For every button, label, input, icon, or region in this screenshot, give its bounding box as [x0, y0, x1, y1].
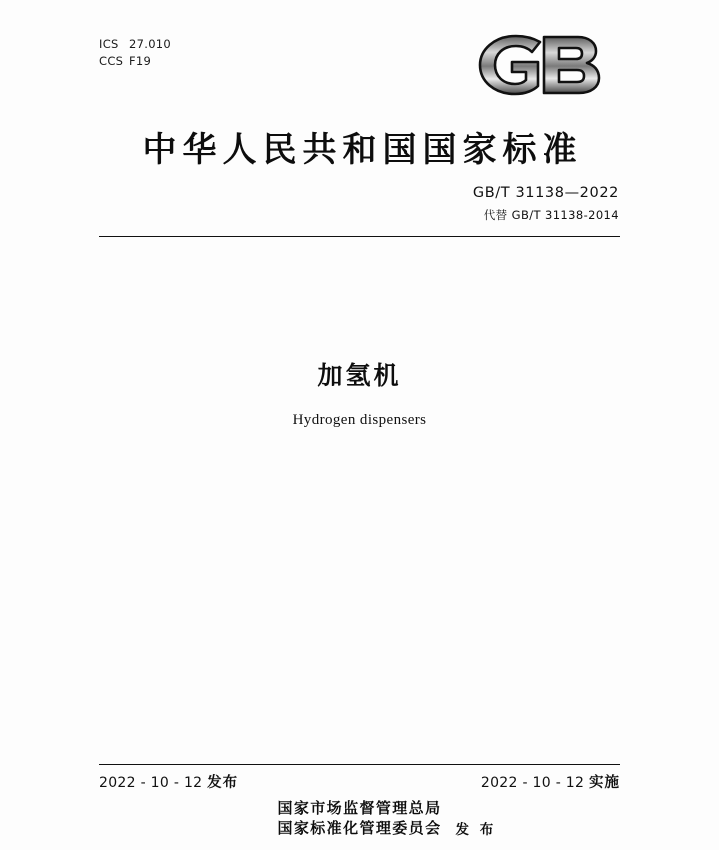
top-divider [99, 236, 620, 237]
issue-date-value: 2022 - 10 - 12 [99, 775, 203, 791]
classification-block [99, 36, 171, 70]
ccs-value: F19 [129, 54, 152, 68]
document-title-cn: 加氢机 [317, 361, 402, 390]
issue-date-suffix: 发布 [207, 774, 239, 791]
issuing-organizations [0, 798, 719, 838]
ccs-label: CCS [99, 54, 124, 68]
gb-logo-icon [470, 28, 620, 100]
implementation-date [481, 771, 620, 792]
ics-value: 27.010 [129, 37, 172, 51]
document-title-en: Hydrogen dispensers [292, 412, 427, 428]
issuer-line-2: 国家标准化管理委员会 [277, 819, 442, 837]
standard-number: GB/T 31138—2022 [472, 185, 619, 201]
ics-label: ICS [99, 37, 119, 51]
standard-replaces: 代替 GB/T 31138-2014 [483, 208, 619, 222]
issue-date [99, 771, 238, 792]
issuer-line-1: 国家市场监督管理总局 [277, 799, 442, 817]
national-standard-title: 中华人民共和国国家标准 [142, 130, 583, 170]
implementation-date-suffix: 实施 [589, 774, 620, 791]
publish-word: 发 布 [455, 822, 497, 838]
ccs-line [99, 53, 171, 70]
ics-line [99, 36, 171, 53]
bottom-divider [99, 764, 620, 765]
issuer-line-2-wrap [277, 818, 497, 838]
implementation-date-value: 2022 - 10 - 12 [480, 775, 585, 791]
